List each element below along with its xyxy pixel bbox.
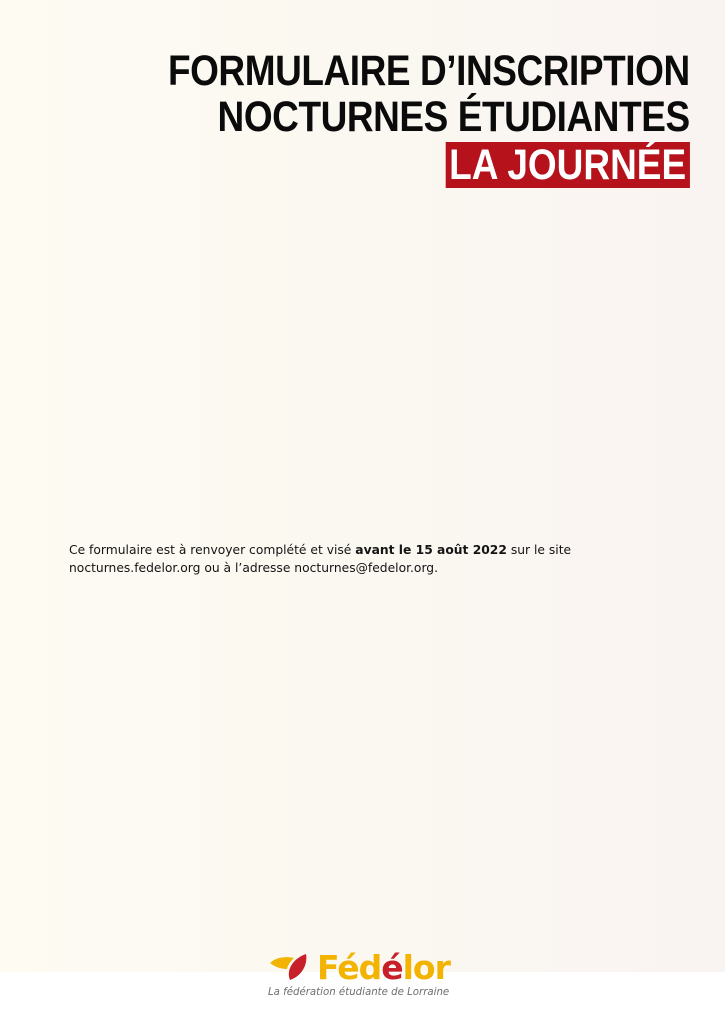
title-line-1: FORMULAIRE D’INSCRIPTION [168, 47, 690, 95]
subtitle-badge [446, 142, 690, 188]
notice-text-before: Ce formulaire est à renvoyer complété et visé [69, 543, 356, 558]
subtitle-text: LA JOURNÉE [449, 141, 687, 189]
title-block [83, 48, 690, 188]
title-line-2: NOCTURNES ÉTUDIANTES [217, 93, 690, 141]
fedelor-leaf-logo-icon [268, 950, 316, 986]
logo-word-part-1: Féd [317, 948, 382, 987]
fedelor-logo [268, 948, 468, 1004]
logo-tagline: La fédération étudiante de Lorraine [268, 987, 450, 998]
logo-word-part-3: lor [402, 948, 450, 987]
notice-deadline: avant le 15 août 2022 [355, 543, 507, 558]
logo-word-part-2: é [381, 948, 403, 987]
logo-wordmark [317, 948, 450, 988]
submission-notice [69, 541, 589, 577]
notice-text-after: sur le site nocturnes.fedelor.org ou à l’adresse nocturnes@fedelor.org. [69, 543, 572, 576]
